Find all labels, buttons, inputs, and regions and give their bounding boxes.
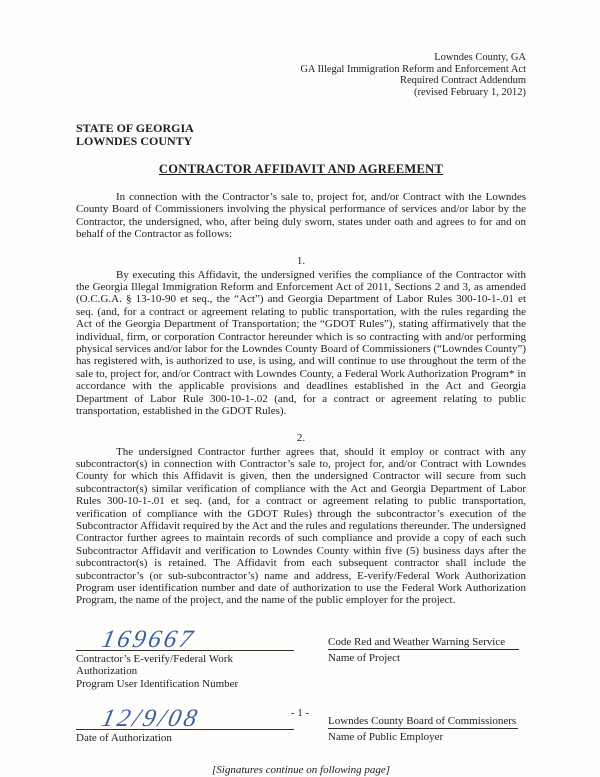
section-2-paragraph: The undersigned Contractor further agrees that, should it employ or contract with any subcontractor(s) in connection with Contractor’s sale to, project for, and/or Contract with Lowndes County for which this Affidavit is given, then the undersigned Contractor will secure from such subcontractor(s) similar verification of compliance with the Act and Georgia Department of Labor Rules 300-10-1-.01 et seq. (and, for a contract or agreement relating to public transportation, verification of compliance with the GDOT Rules) through the subcontractor’s execution of the Subcontractor Affidavit required by the Act and the rules and regulations thereunder. The undersigned Contractor further agrees to maintain records of such compliance and provide a copy of each such Subcontractor Affidavit and verification to Lowndes County within five (5) business days after the subcontractor(s) is retained. The Affidavit from each subsequent contractor shall include the subcontractor’s (or sub-subcontractor’s) name and address, E-verify/Federal Work Authorization Program user identification number and date of authorization to use the Federal Work Authorization Program, the name of the project, and the name of the public employer for the project. — [76, 445, 526, 607]
header-line-revised: (revised February 1, 2012) — [414, 86, 526, 98]
public-employer-label: Name of Public Employer — [328, 730, 444, 743]
state-county-block — [76, 122, 526, 148]
project-name-line — [328, 621, 526, 650]
everify-id-label: Contractor’s E-verify/Federal Work Authorization Program User Identification Number — [76, 652, 239, 690]
signature-row-id-project — [76, 621, 526, 691]
project-name-label: Name of Project — [328, 651, 401, 664]
state-line: STATE OF GEORGIA — [76, 121, 194, 135]
authorization-date-handwritten-value: 12/9/08 — [99, 704, 203, 732]
signature-area — [76, 621, 526, 744]
everify-id-block — [76, 621, 294, 691]
document-title: CONTRACTOR AFFIDAVIT AND AGREEMENT — [158, 162, 444, 176]
section-1-paragraph: By executing this Affidavit, the undersigned verifies the compliance of the Contractor with the Georgia Illegal Immigration Reform and Enforcement Act of 2011, Sections 2 and 3, as amended (O.C.G.A. § 13-10-90 et seq., the “Act”) and Georgia Department of Labor Rules 300-10-1-.01 et seq. (and, for a contract or agreement relating to public transportation, with the rules regarding the Act of the Georgia Department of Transportation; the “GDOT Rules”), stating affirmatively that the individual, firm, or corporation Contractor hereunder which is so contracting with and/or performing physical services and/or labor for the Lowndes County Board of Commissioners (“Lowndes County”) has registered with, is authorized to use, is using, and will continue to use throughout the term of the sale to, project for, and/or Contract with Lowndes County, a Federal Work Authorization Program* in accordance with the applicable provisions and deadlines established in the Act and Georgia Department of Labor Rule 300-10-1-.02 (and, for a contract or agreement relating to public transportation, established in the GDOT Rules). — [76, 268, 526, 418]
everify-id-handwritten-value: 169667 — [99, 625, 198, 653]
public-employer-value: Lowndes County Board of Commissioners — [328, 714, 517, 727]
intro-paragraph: In connection with the Contractor’s sale to, project for, and/or Contract with the Lowndes County Board of Commissioners involving the physical performance of services and/or labor by the Contractor, the undersigned, who, after being duly sworn, states under oath and agrees to for and on behalf of the Contractor as follows: — [76, 191, 526, 241]
page-number: - 1 - — [290, 707, 310, 719]
project-name-block — [328, 621, 526, 691]
document-header — [76, 52, 526, 98]
header-line-county: Lowndes County, GA — [434, 52, 526, 63]
everify-id-signature-line — [76, 621, 294, 651]
county-line: LOWNDES COUNTY — [76, 134, 193, 148]
authorization-date-label: Date of Authorization — [76, 731, 172, 744]
section-1-number: 1. — [296, 254, 306, 267]
header-line-addendum: Required Contract Addendum — [400, 75, 526, 86]
header-line-act: GA Illegal Immigration Reform and Enforcement Act — [300, 63, 526, 75]
section-2-number: 2. — [296, 431, 306, 444]
signatures-continue-note: [Signatures continue on following page] — [211, 764, 391, 777]
project-name-value: Code Red and Weather Warning Service — [328, 636, 519, 650]
